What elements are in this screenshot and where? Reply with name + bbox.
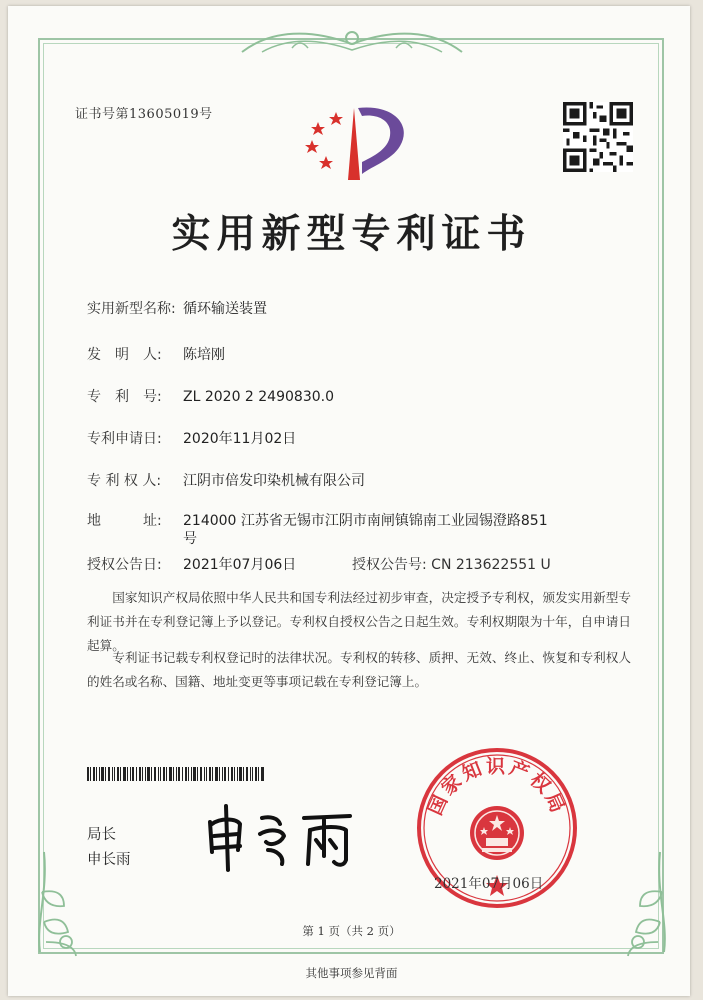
certificate-paragraph: 国家知识产权局依照中华人民共和国专利法经过初步审查，决定授予专利权，颁发实用新型专利证书并在专利登记簿上予以登记。专利权自授权公告之日起生效。专利权期限为十年，自申请日起算。 xyxy=(87,590,631,653)
field-value: 2020年11月02日 xyxy=(183,431,297,447)
signatory-title: 局长 xyxy=(87,827,116,843)
field-grant-number xyxy=(352,554,551,574)
field-patentee xyxy=(87,470,365,490)
field-value: 循环输送装置 xyxy=(183,301,267,317)
seal-date: 2021年07月06日 xyxy=(434,876,544,892)
field-value: CN 213622551 U xyxy=(431,557,551,573)
national-emblem-icon xyxy=(470,806,524,860)
patent-office-logo-icon xyxy=(300,100,412,184)
field-label: 授权公告日: xyxy=(87,557,162,573)
certificate-paragraph: 专利证书记载专利权登记时的法律状况。专利权的转移、质押、无效、终止、恢复和专利权人的姓名或名称、国籍、地址变更等事项记载在专利登记簿上。 xyxy=(87,650,631,689)
field-label: 地 址: xyxy=(87,513,162,529)
signatory-name: 申长雨 xyxy=(87,852,131,868)
field-label: 实用新型名称: xyxy=(87,301,176,317)
field-address xyxy=(87,510,548,530)
field-inventor xyxy=(87,344,225,364)
field-application-date xyxy=(87,428,296,448)
barcode xyxy=(87,767,265,781)
field-label: 专利申请日: xyxy=(87,431,162,447)
field-label: 专 利 权 人: xyxy=(87,473,162,489)
bottom-right-ornament xyxy=(594,842,678,960)
field-value: 2021年07月06日 xyxy=(183,557,297,573)
field-label: 授权公告号: xyxy=(352,557,427,573)
footer-note: 其他事项参见背面 xyxy=(305,966,398,980)
field-utility-model-name xyxy=(87,298,267,318)
top-ornament xyxy=(232,24,472,58)
field-address-continued: 号 xyxy=(183,531,197,547)
certificate-title: 实用新型专利证书 xyxy=(171,212,532,257)
field-value: 江阴市倍发印染机械有限公司 xyxy=(183,473,365,489)
field-grant-date xyxy=(87,554,296,574)
field-value: ZL 2020 2 2490830.0 xyxy=(183,389,334,405)
qr-code[interactable] xyxy=(563,102,633,172)
field-value: 陈培刚 xyxy=(183,347,225,363)
certificate-number: 证书号第13605019号 xyxy=(75,107,213,122)
seal-text: 国家知识产权局 xyxy=(424,755,570,819)
page-indicator: 第 1 页（共 2 页） xyxy=(302,924,401,938)
field-value: 214000 江苏省无锡市江阴市南闸镇锦南工业园锡澄路851 xyxy=(183,513,548,529)
handwritten-signature xyxy=(200,800,370,872)
field-patent-number xyxy=(87,386,334,406)
field-label: 发 明 人: xyxy=(87,347,162,363)
field-label: 专 利 号: xyxy=(87,389,162,405)
